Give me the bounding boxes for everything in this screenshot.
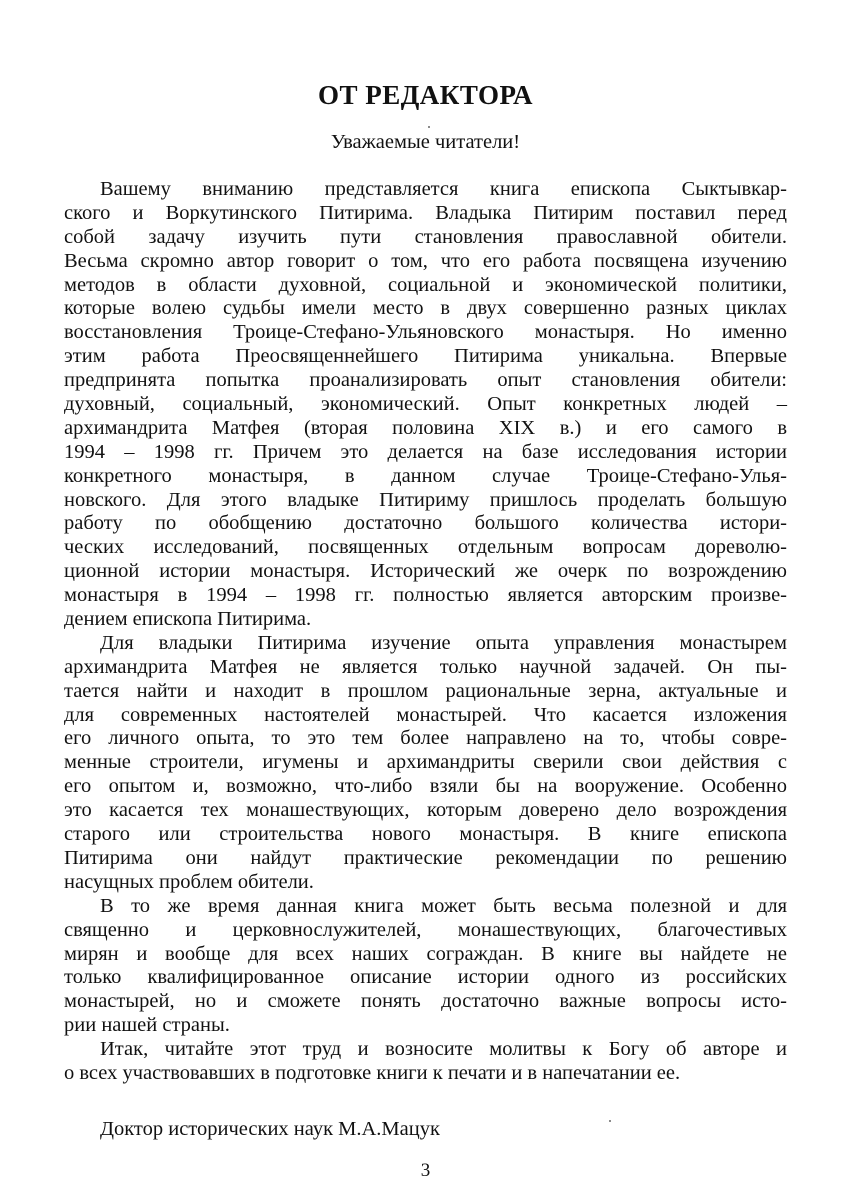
text-line: Итак, читайте этот труд и возносите молитвы к Богу об авторе и bbox=[100, 1038, 787, 1061]
text-line: насущных проблем обители. bbox=[64, 870, 314, 893]
text-line: мирян и вообще для всех наших сограждан. В книге вы найдете не bbox=[64, 942, 787, 965]
paragraph bbox=[64, 178, 787, 632]
text-line: Питирима они найдут практические рекомендации по решению bbox=[64, 846, 787, 869]
text-line: тается найти и находит в прошлом рациональные зерна, актуальные и bbox=[64, 679, 787, 702]
text-line: о всех участвовавших в подготовке книги к печати и в напечатании ее. bbox=[64, 1061, 681, 1084]
text-line: священно и церковнослужителей, монашествующих, благочестивых bbox=[64, 918, 787, 941]
text-line: которые волею судьбы имели место в двух совершенно разных циклах bbox=[64, 297, 787, 320]
page-number: 3 bbox=[420, 1160, 431, 1181]
text-line: монастырей, но и сможете понять достаточно важные вопросы исто- bbox=[64, 990, 787, 1013]
text-line: это касается тех монашествующих, которым доверено дело возрождения bbox=[64, 799, 787, 822]
paragraph bbox=[64, 632, 787, 895]
text-line: предпринята попытка проанализировать опыт становления обители: bbox=[64, 369, 787, 392]
text-line: ческих исследований, посвященных отдельным вопросам дореволю- bbox=[64, 536, 787, 559]
text-line: монастыря в 1994 – 1998 гг. полностью является авторским произве- bbox=[64, 584, 787, 607]
text-line: архимандрита Матфея (вторая половина XIX в.) и его самого в bbox=[64, 416, 787, 439]
page-title: ОТ РЕДАКТОРА bbox=[317, 80, 534, 110]
scan-speck bbox=[609, 1120, 611, 1122]
paragraph bbox=[64, 1038, 787, 1086]
text-line: для современных настоятелей монастырей. Что касается изложения bbox=[64, 703, 787, 726]
text-line: старого или строительства нового монастыря. В книге епископа bbox=[64, 823, 787, 846]
scan-speck bbox=[428, 126, 430, 128]
paragraph bbox=[64, 895, 787, 1038]
text-line: Весьма скромно автор говорит о том, что его работа посвящена изучению bbox=[64, 249, 787, 272]
text-line: методов в области духовной, социальной и экономической политики, bbox=[64, 273, 787, 296]
text-line: ционной истории монастыря. Исторический же очерк по возрождению bbox=[64, 560, 787, 583]
text-line: его опытом и, возможно, что-либо взяли бы на вооружение. Особенно bbox=[64, 775, 787, 798]
text-line: новского. Для этого владыке Питириму пришлось проделать большую bbox=[64, 488, 787, 511]
text-line: его личного опыта, то это тем более направлено на то, чтобы совре- bbox=[64, 727, 787, 750]
text-line: рии нашей страны. bbox=[64, 1014, 230, 1037]
text-line: Вашему вниманию представляется книга епископа Сыктывкар- bbox=[100, 178, 787, 200]
text-line: Для владыки Питирима изучение опыта управления монастырем bbox=[100, 631, 787, 654]
text-line: конкретного монастыря, в данном случае Троице-Стефано-Улья- bbox=[64, 464, 787, 487]
text-line: менные строители, игумены и архимандриты сверили свои действия с bbox=[64, 751, 787, 774]
text-line: архимандрита Матфея не является только научной задачей. Он пы- bbox=[64, 655, 787, 678]
signature: Доктор исторических наук М.А.Мацук bbox=[100, 1118, 440, 1140]
text-line: В то же время данная книга может быть весьма полезной и для bbox=[100, 894, 787, 917]
text-line: собой задачу изучить пути становления православной обители. bbox=[64, 225, 787, 248]
text-line: дением епископа Питирима. bbox=[64, 608, 312, 631]
text-line: этим работа Преосвященнейшего Питирима уникальна. Впервые bbox=[64, 345, 787, 368]
document-body bbox=[64, 178, 787, 1086]
text-line: духовный, социальный, экономический. Опыт конкретных людей – bbox=[64, 393, 787, 416]
greeting: Уважаемые читатели! bbox=[330, 131, 521, 153]
text-line: работу по обобщению достаточно большого количества истори- bbox=[64, 512, 787, 535]
text-line: восстановления Троице-Стефано-Ульяновского монастыря. Но именно bbox=[64, 321, 787, 344]
text-line: ского и Воркутинского Питирима. Владыка Питирим поставил перед bbox=[64, 201, 787, 224]
text-line: 1994 – 1998 гг. Причем это делается на базе исследования истории bbox=[64, 440, 787, 463]
text-line: только квалифицированное описание истории одного из российских bbox=[64, 966, 787, 989]
